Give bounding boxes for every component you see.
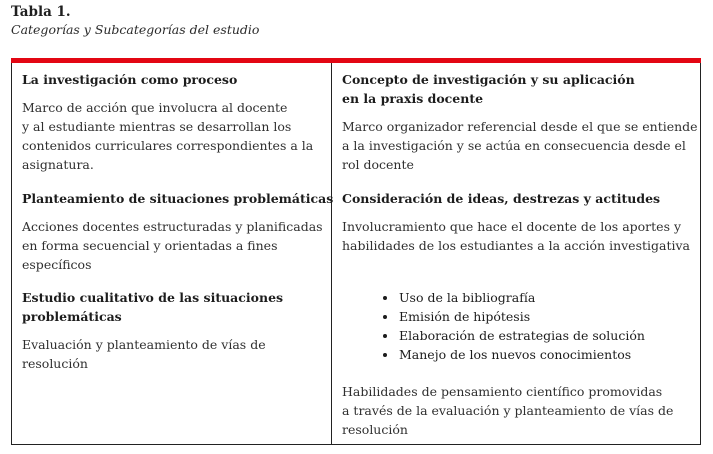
list-item: • Uso de la bibliografía [398, 288, 645, 307]
list-item: • Elaboración de estrategias de solución [398, 326, 645, 345]
heading-line: Estudio cualitativo de las situaciones [22, 290, 284, 305]
right-category-2-description [342, 217, 690, 255]
right-category-2-heading [342, 189, 660, 208]
left-category-2-heading [22, 189, 333, 208]
heading-line: La investigación como proceso [22, 72, 238, 87]
right-category-1-heading [342, 70, 635, 108]
left-category-2-description [22, 217, 323, 274]
text-line: a través de la evaluación y planteamiento de vías de [342, 403, 674, 418]
text-line: específicos [22, 257, 92, 272]
left-category-3-heading [22, 288, 283, 326]
text-line: asignatura. [22, 157, 94, 172]
list-item: • Manejo de los nuevos conocimientos [398, 345, 645, 364]
text-line: y al estudiante mientras se desarrollan los [22, 119, 292, 134]
text-line: Marco organizador referencial desde el que se entiende [342, 119, 698, 134]
text-line: Involucramiento que hace el docente de los aportes y [342, 219, 682, 234]
heading-line: Planteamiento de situaciones problemáticas [22, 191, 334, 206]
table-caption-subtitle: Categorías y Subcategorías del estudio [11, 22, 260, 37]
right-closing-description [342, 382, 673, 439]
text-line: en forma secuencial y orientadas a fines [22, 238, 278, 253]
table-caption-title: Tabla 1. [11, 4, 71, 20]
heading-line: en la praxis docente [342, 91, 484, 106]
left-category-1-heading [22, 70, 237, 89]
skills-bullet-list [380, 288, 645, 364]
text-line: contenidos curriculares correspondientes a la [22, 138, 314, 153]
list-item: • Emisión de hipótesis [398, 307, 645, 326]
table-top-rule [11, 58, 701, 63]
heading-line: Consideración de ideas, destrezas y actitudes [342, 191, 661, 206]
right-category-1-description [342, 117, 698, 174]
text-line: Marco de acción que involucra al docente [22, 100, 288, 115]
heading-line: problemáticas [22, 309, 122, 324]
text-line: rol docente [342, 157, 414, 172]
text-line: Acciones docentes estructuradas y planificadas [22, 219, 323, 234]
text-line: Habilidades de pensamiento científico promovidas [342, 384, 663, 399]
text-line: resolución [342, 422, 408, 437]
left-category-1-description [22, 98, 313, 174]
text-line: a la investigación y se actúa en consecuencia desde el [342, 138, 686, 153]
text-line: Evaluación y planteamiento de vías de [22, 337, 266, 352]
left-category-3-description [22, 335, 266, 373]
column-divider [331, 63, 332, 444]
text-line: resolución [22, 356, 88, 371]
text-line: habilidades de los estudiantes a la acción investigativa [342, 238, 691, 253]
heading-line: Concepto de investigación y su aplicación [342, 72, 635, 87]
